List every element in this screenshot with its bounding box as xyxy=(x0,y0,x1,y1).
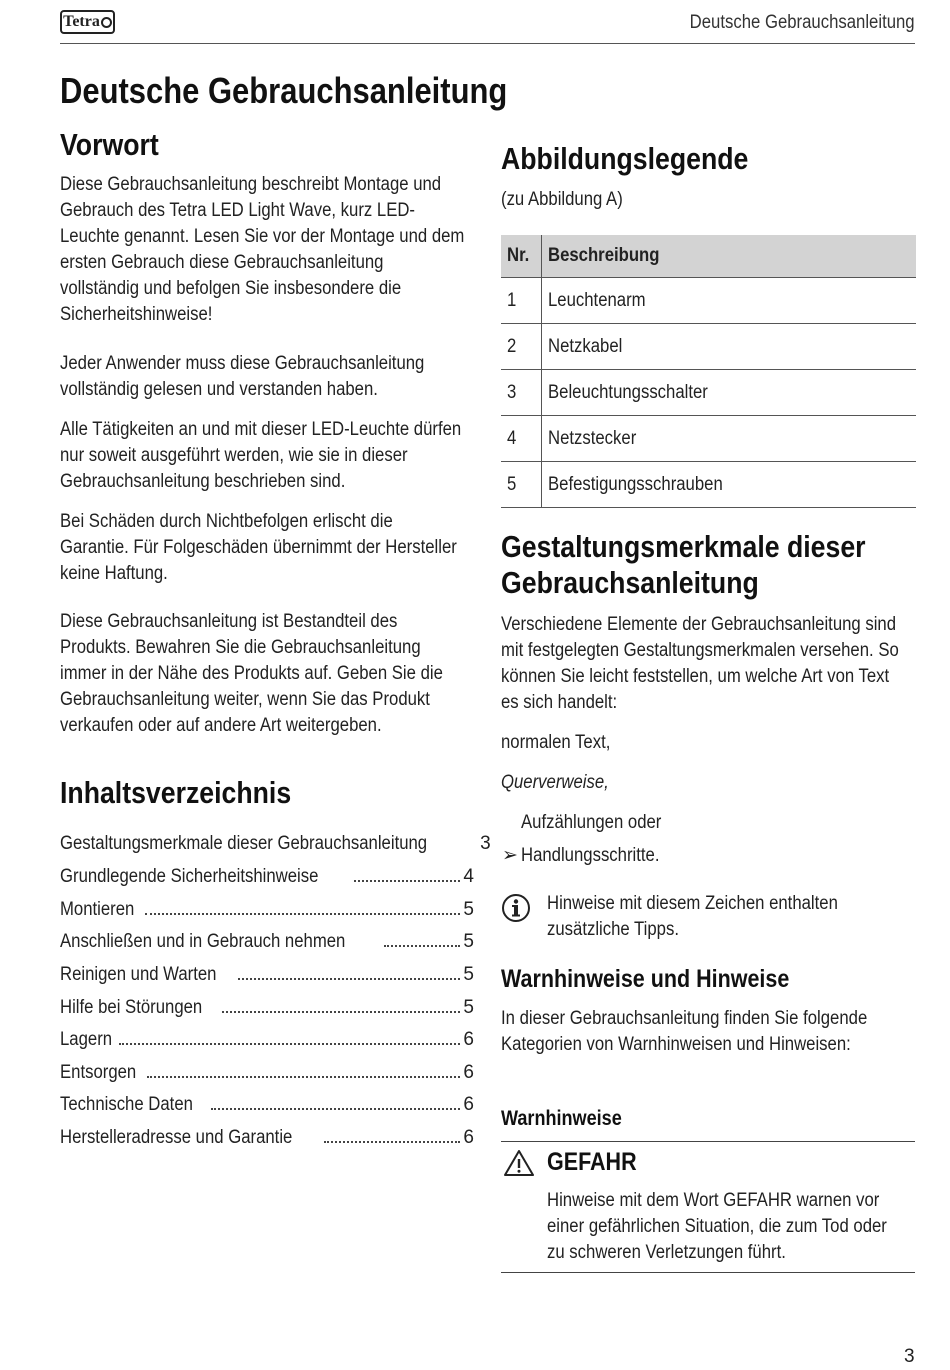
danger-top-rule xyxy=(501,1141,915,1142)
vorwort-paragraph-1: Diese Gebrauchsanleitung beschreibt Montage und Gebrauch des Tetra LED Light Wave, kurz LED- Leuchte genannt. Lesen Sie vor der Montage und dem ersten Gebrauch diese Gebrauchsanleitung vollständig und befolgen Sie insbesondere die Sicherheitshinweise! xyxy=(60,174,465,325)
info-icon xyxy=(501,893,531,923)
toc-item[interactable]: Anschließen und in Gebrauch nehmen 5 xyxy=(60,931,474,952)
table-row: 2 Netzkabel xyxy=(501,324,916,370)
toc-item[interactable]: Technische Daten 6 xyxy=(60,1094,474,1115)
legend-subtitle: (zu Abbildung A) xyxy=(501,189,623,210)
warnings-subheading: Warnhinweise xyxy=(501,1107,622,1130)
example-normal-text: normalen Text, xyxy=(501,732,611,753)
warnings-heading: Warnhinweise und Hinweise xyxy=(501,965,790,993)
logo-text: Tetra xyxy=(63,13,100,30)
design-heading-line-2: Gebrauchsanleitung xyxy=(501,565,759,600)
danger-text: Hinweise mit dem Wort GEFAHR warnen vor einer gefährlichen Situation, die zum Tod oder zu schweren Verletzungen führt. xyxy=(547,1190,887,1263)
step-marker-icon: ➢ xyxy=(502,845,518,866)
danger-title: GEFAHR xyxy=(547,1148,637,1176)
example-step: Handlungsschritte. xyxy=(521,845,660,866)
vorwort-paragraph-3: Alle Tätigkeiten an und mit dieser LED-Leuchte dürfen nur soweit ausgeführt werden, wie sie in dieser Gebrauchsanleitung beschrieben sind. xyxy=(60,419,462,492)
toc-item[interactable]: Grundlegende Sicherheitshinweise 4 xyxy=(60,866,474,887)
logo-ring-icon xyxy=(101,17,112,28)
table-row: 5 Befestigungsschrauben xyxy=(501,462,916,508)
table-row: 3 Beleuchtungsschalter xyxy=(501,370,916,416)
warnings-intro: In dieser Gebrauchsanleitung finden Sie folgende Kategorien von Warnhinweisen und Hinweisen: xyxy=(501,1008,868,1055)
toc-item[interactable]: Montieren 5 xyxy=(60,899,474,920)
header-title: Deutsche Gebrauchsanleitung xyxy=(690,12,915,33)
danger-bottom-rule xyxy=(501,1272,915,1273)
table-row: 4 Netzstecker xyxy=(501,416,916,462)
toc-item[interactable]: Hilfe bei Störungen 5 xyxy=(60,997,474,1018)
toc-heading: Inhaltsverzeichnis xyxy=(60,775,292,810)
vorwort-heading: Vorwort xyxy=(60,127,159,162)
page-title: Deutsche Gebrauchsanleitung xyxy=(60,70,508,111)
toc-item[interactable]: Gestaltungsmerkmale dieser Gebrauchsanleitung 3 xyxy=(60,833,491,854)
example-bullet: Aufzählungen oder xyxy=(521,812,662,833)
legend-heading: Abbildungslegende xyxy=(501,141,749,176)
toc-item[interactable]: Herstelleradresse und Garantie 6 xyxy=(60,1127,474,1148)
info-note: Hinweise mit diesem Zeichen enthalten zusätzliche Tipps. xyxy=(547,893,838,940)
warning-triangle-icon xyxy=(503,1149,535,1177)
header-divider xyxy=(60,43,915,44)
table-row: 1 Leuchtenarm xyxy=(501,278,916,324)
tetra-logo xyxy=(60,10,115,34)
page-number: 3 xyxy=(904,1346,915,1367)
toc-item[interactable]: Reinigen und Warten 5 xyxy=(60,964,474,985)
vorwort-paragraph-2: Jeder Anwender muss diese Gebrauchsanleitung vollständig gelesen und verstanden haben. xyxy=(60,353,425,400)
vorwort-paragraph-5: Diese Gebrauchsanleitung ist Bestandteil des Produkts. Bewahren Sie die Gebrauchsanleitung immer in der Nähe des Produkts auf. Geben Sie die Gebrauchsanleitung weiter, wenn Sie das Produkt verkaufen oder auf andere Art weitergeben. xyxy=(60,611,443,736)
legend-table xyxy=(501,235,916,508)
vorwort-paragraph-4: Bei Schäden durch Nichtbefolgen erlischt die Garantie. Für Folgeschäden übernimmt der Hersteller keine Haftung. xyxy=(60,511,457,584)
design-heading-line-1: Gestaltungsmerkmale dieser xyxy=(501,529,866,564)
legend-col-nr: Nr. xyxy=(501,235,542,278)
legend-table-header xyxy=(501,235,916,278)
toc-item[interactable]: Entsorgen 6 xyxy=(60,1062,474,1083)
design-intro: Verschiedene Elemente der Gebrauchsanleitung sind mit festgelegten Gestaltungsmerkmalen versehen. So können Sie leicht feststellen, um welche Art von Text es sich handelt: xyxy=(501,614,899,713)
legend-col-desc: Beschreibung xyxy=(542,235,917,278)
toc-item[interactable]: Lagern 6 xyxy=(60,1029,474,1050)
example-cross-reference: Querverweise, xyxy=(501,772,609,793)
